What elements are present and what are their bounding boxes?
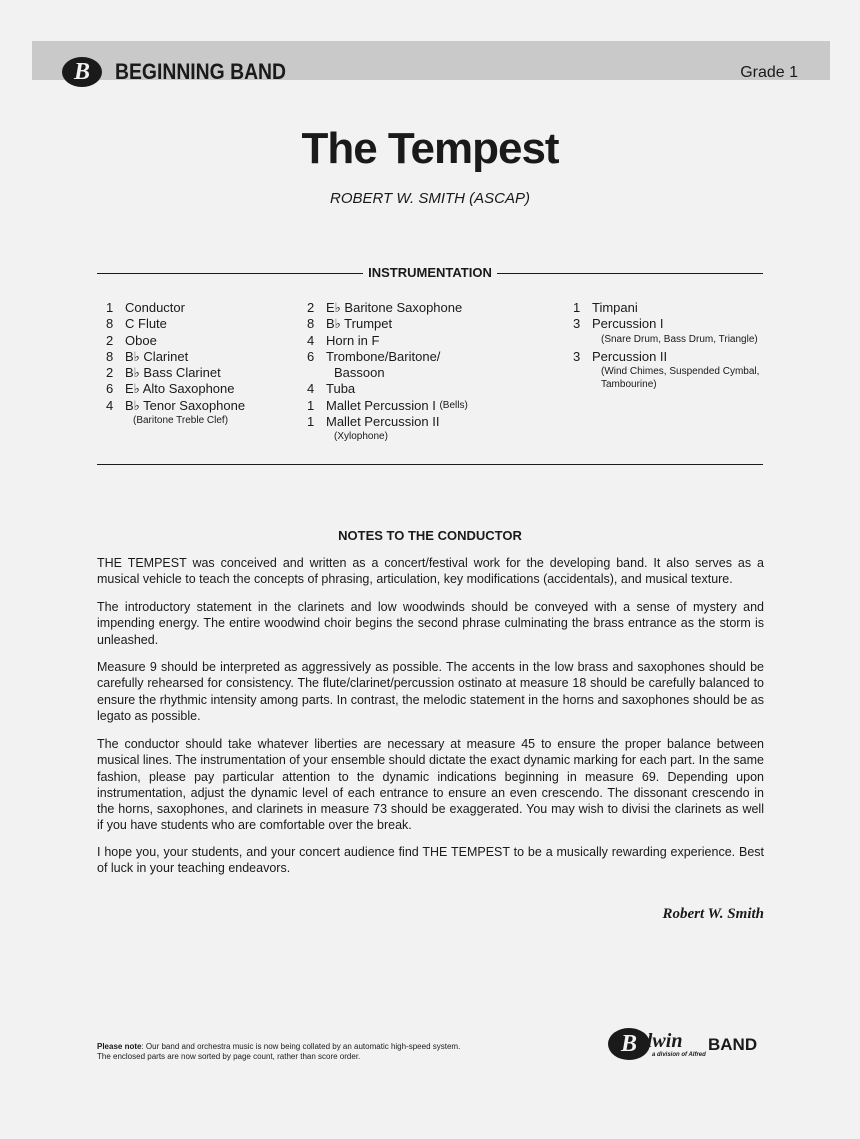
belwin-logo-band: BAND — [708, 1035, 758, 1054]
composer-credit: ROBERT W. SMITH (ASCAP) — [329, 190, 530, 207]
instrument-qty: 6 — [307, 348, 315, 364]
instrument-name: Oboe — [125, 332, 157, 348]
instrument-row — [106, 381, 245, 397]
instrument-name: Mallet Percussion II — [326, 414, 440, 430]
footer-note-line-2: The enclosed parts are now sorted by page count, rather than score order. — [97, 1052, 361, 1061]
instrument-name: B♭ Clarinet — [125, 348, 189, 364]
series-name: BEGINNING BAND — [115, 59, 287, 84]
instrument-row — [106, 349, 245, 365]
instrument-name: Percussion I — [592, 316, 664, 332]
instrument-row — [307, 414, 468, 430]
footer-note — [97, 1042, 460, 1062]
signature: Robert W. Smith — [662, 906, 764, 922]
instrument-qty: 4 — [307, 332, 315, 348]
instrument-name: B♭ Trumpet — [326, 316, 393, 332]
instrument-row — [307, 349, 468, 365]
instrument-name: Trombone/Baritone/ — [326, 348, 441, 364]
instrument-note: (Snare Drum, Bass Drum, Triangle) — [601, 333, 758, 345]
instrument-qty: 1 — [307, 414, 315, 430]
footer-note-text: : Our band and orchestra music is now being collated by an automatic high-speed system. — [141, 1042, 461, 1051]
notes-paragraph: The introductory statement in the clarinets and low woodwinds should be conveyed with a sense of mystery and impending energy. The entire woodwind choir begins the second phrase culminating the brass entrance as the storm is unleashed. — [97, 600, 764, 647]
instrument-row — [307, 381, 468, 397]
notes-paragraph: I hope you, your students, and your concert audience find THE TEMPEST to be a musically rewarding experience. Best of luck in your teaching endeavors. — [97, 845, 764, 876]
instrument-row — [106, 365, 245, 381]
instrument-name: Percussion II — [592, 348, 668, 364]
instrument-name: E♭ Alto Saxophone — [125, 381, 235, 397]
grade-label: Grade 1 — [740, 64, 798, 81]
instrument-qty: 8 — [106, 316, 114, 332]
notes-heading: NOTES TO THE CONDUCTOR — [338, 528, 522, 543]
instrument-row — [307, 398, 468, 414]
instrument-row — [106, 300, 245, 316]
instrument-note: Tambourine) — [601, 378, 657, 390]
instrument-column-1 — [106, 300, 245, 427]
notes-paragraph: The conductor should take whatever liberties are necessary at measure 45 to ensure the proper balance between musical lines. The instrumentation of your ensemble should dictate the exact dynamic marking for each part. In the same fashion, please pay particular attention to the dynamic indications beginning in measure 69. Depending upon instrumentation, adjust the dynamic level of each entrance to ensure an even crescendo. The dissonant crescendo in the horns, saxophones, and clarinets in measure 73 should be exaggerated. You may wish to divisi the clarinets as well if you have students who are comfortable over the break. — [97, 737, 764, 833]
instrument-name: Timpani — [592, 300, 638, 315]
page-title: The Tempest — [301, 124, 559, 173]
instrument-qty: 8 — [307, 316, 315, 332]
instrumentation-rule-bottom — [97, 464, 763, 465]
instrument-row — [573, 316, 759, 332]
instrument-row — [573, 300, 759, 316]
instrument-continuation: Bassoon — [334, 365, 385, 381]
belwin-band-logo — [608, 1028, 768, 1064]
instrument-name: C Flute — [125, 316, 167, 332]
instrument-row — [106, 333, 245, 349]
instrument-qty: 6 — [106, 381, 114, 397]
instrument-name: E♭ Baritone Saxophone — [326, 300, 463, 315]
instrument-name: B♭ Tenor Saxophone — [125, 397, 246, 413]
instrument-qty: 3 — [573, 348, 581, 364]
instrument-qty: 4 — [106, 397, 114, 413]
instrument-row — [106, 316, 245, 332]
instrument-qty: 8 — [106, 348, 114, 364]
instrument-name: Mallet Percussion I — [326, 397, 436, 413]
notes-paragraph: Measure 9 should be interpreted as aggressively as possible. The accents in the low brass and saxophones should be carefully rehearsed for consistency. The flute/clarinet/percussion ostinato at measure 18 should be carefully balanced to ensure the rhythmic intensity among parts. In contrast, the melodic statement in the horns and saxophones should be as legato as possible. — [97, 660, 764, 723]
instrument-row — [307, 300, 468, 316]
instrument-row — [307, 333, 468, 349]
instrumentation-heading-text: INSTRUMENTATION — [363, 265, 497, 280]
beginning-band-logo: B — [62, 57, 102, 87]
instrument-qty: 2 — [106, 332, 114, 348]
instrument-note: (Xylophone) — [334, 431, 388, 443]
instrument-row — [573, 349, 759, 365]
instrument-qty: 3 — [573, 316, 581, 332]
instrument-qty: 1 — [106, 300, 114, 315]
instrument-note: (Wind Chimes, Suspended Cymbal, — [601, 365, 760, 377]
notes-paragraph: THE TEMPEST was conceived and written as a concert/festival work for the developing band. It also serves as a musical vehicle to teach the concepts of phrasing, articulation, key modifications (accidentals), and musical texture. — [97, 556, 764, 587]
footer-note-line-1 — [97, 1042, 460, 1052]
footer-note-label: Please note — [97, 1042, 142, 1051]
belwin-logo-mark: B — [608, 1028, 650, 1060]
belwin-logo-word: elwin — [638, 1030, 683, 1052]
instrument-qty: 2 — [106, 365, 114, 381]
instrument-row — [106, 398, 245, 414]
instrument-row — [307, 316, 468, 332]
instrument-name: Conductor — [125, 300, 185, 315]
instrument-name: Horn in F — [326, 332, 380, 348]
instrument-name: Tuba — [326, 381, 356, 397]
instrument-qty: 4 — [307, 381, 315, 397]
instrumentation-heading — [0, 265, 860, 280]
instrument-column-3 — [573, 300, 759, 391]
instrument-inline-note: (Bells) — [439, 399, 468, 411]
instrument-qty: 1 — [307, 397, 315, 413]
instrument-note: (Baritone Treble Clef) — [133, 415, 229, 427]
instrument-qty: 1 — [573, 300, 581, 315]
instrument-qty: 2 — [307, 300, 315, 315]
instrument-name: B♭ Bass Clarinet — [125, 365, 221, 381]
instrument-column-2 — [307, 300, 468, 443]
belwin-logo-division: a division of Alfred — [652, 1052, 706, 1058]
